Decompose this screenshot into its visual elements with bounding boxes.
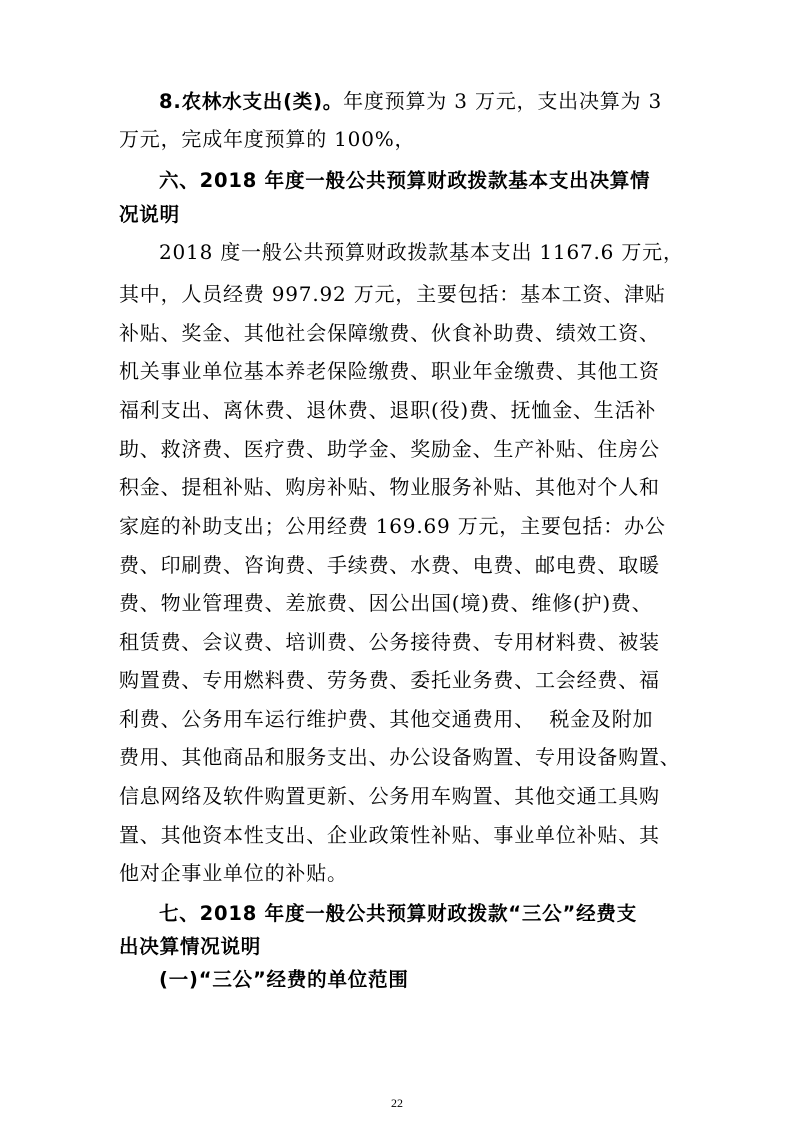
body-paragraph-line: 家庭的补助支出；公用经费 169.69 万元，主要包括：办公	[119, 514, 666, 538]
section8-line1	[159, 89, 662, 114]
body-paragraph-line: 其中，人员经费 997.92 万元，主要包括：基本工资、津贴	[119, 282, 666, 306]
body-paragraph-line: 费、印刷费、咨询费、手续费、水费、电费、邮电费、取暖	[119, 553, 660, 577]
section6-heading-line2: 况说明	[119, 203, 180, 226]
section7-subheading: (一)“三公”经费的单位范围	[159, 968, 409, 991]
page-number: 22	[391, 1096, 403, 1110]
section8-text: 年度预算为 3 万元，支出决算为 3	[343, 89, 663, 113]
section8-line2: 万元，完成年度预算的 100%，	[119, 127, 416, 151]
body-paragraph-line: 2018 度一般公共预算财政拨款基本支出 1167.6 万元，	[159, 240, 684, 264]
body-paragraph-line: 补贴、奖金、其他社会保障缴费、伙食补助费、绩效工资、	[119, 321, 660, 345]
section7-heading-line1: 七、2018 年度一般公共预算财政拨款“三公”经费支	[159, 902, 637, 925]
body-paragraph-line: 福利支出、离休费、退休费、退职(役)费、抚恤金、生活补	[119, 398, 657, 422]
body-paragraph-line: 利费、公务用车运行维护费、其他交通费用、 税金及附加	[119, 707, 654, 731]
body-paragraph-line: 信息网络及软件购置更新、公务用车购置、其他交通工具购	[119, 784, 660, 808]
body-paragraph-line: 费用、其他商品和服务支出、办公设备购置、专用设备购置、	[119, 745, 681, 769]
body-paragraph-line: 购置费、专用燃料费、劳务费、委托业务费、工会经费、福	[119, 668, 660, 692]
body-paragraph-line: 机关事业单位基本养老保险缴费、职业年金缴费、其他工资	[119, 359, 660, 383]
body-paragraph-line: 助、救济费、医疗费、助学金、奖励金、生产补贴、住房公	[119, 437, 660, 461]
body-paragraph-line: 费、物业管理费、差旅费、因公出国(境)费、维修(护)费、	[119, 591, 653, 615]
section6-heading-line1: 六、2018 年度一般公共预算财政拨款基本支出决算情	[159, 169, 651, 192]
section8-heading: 8.农林水支出(类)。	[159, 90, 344, 113]
section7-heading-line2: 出决算情况说明	[119, 935, 262, 958]
body-paragraph-line: 积金、提租补贴、购房补贴、物业服务补贴、其他对个人和	[119, 475, 660, 499]
body-paragraph-line: 置、其他资本性支出、企业政策性补贴、事业单位补贴、其	[119, 823, 660, 847]
body-paragraph-line: 他对企事业单位的补贴。	[119, 861, 348, 885]
body-paragraph-line: 租赁费、会议费、培训费、公务接待费、专用材料费、被装	[119, 630, 660, 654]
